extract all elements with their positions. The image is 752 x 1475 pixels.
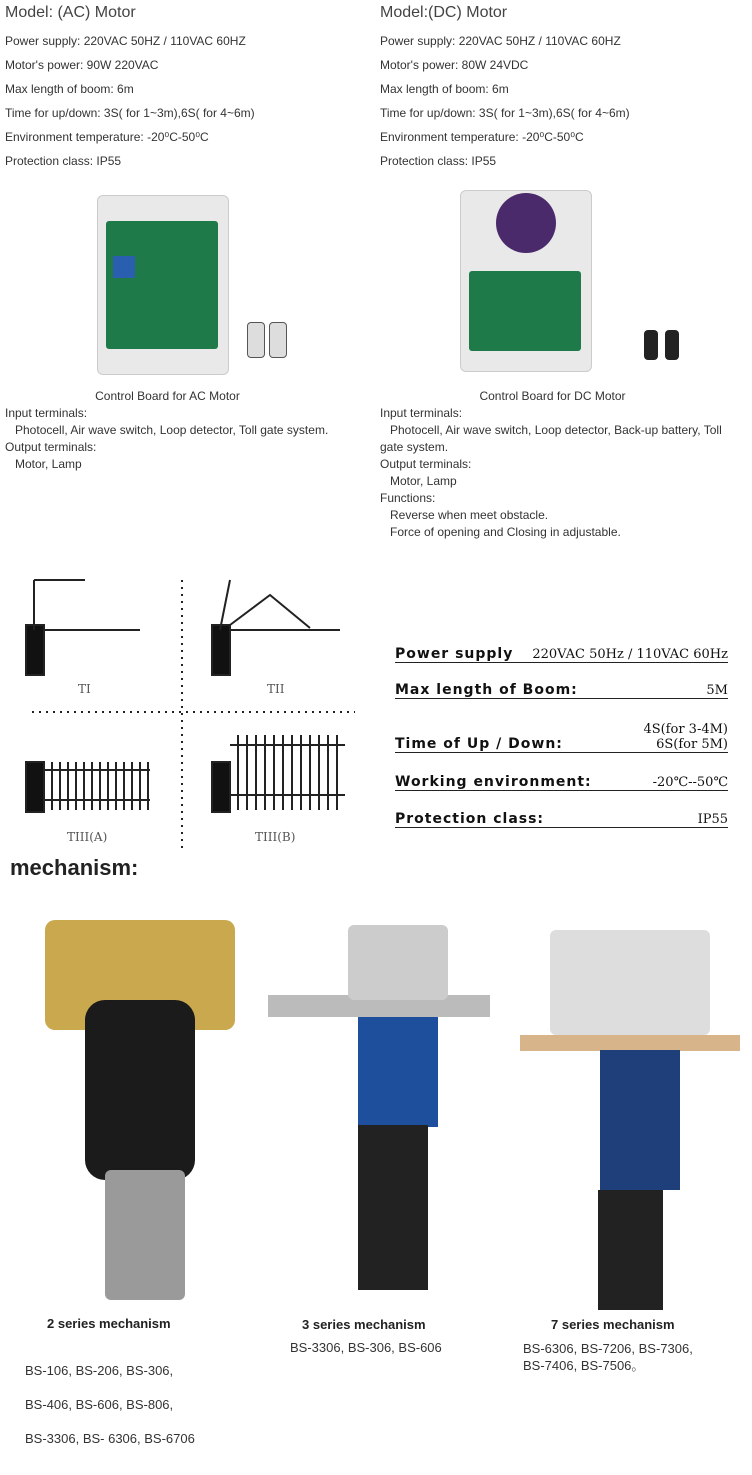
spec-line: Protection class: IP55 [5, 154, 122, 168]
spec-key: Power supply [395, 646, 514, 662]
spec-key: Protection class: [395, 811, 545, 827]
dc-board-caption: Control Board for DC Motor [479, 389, 626, 403]
spec-line: Motor's power: 90W 220VAC [5, 58, 159, 72]
dc-terminals [380, 405, 735, 541]
spec-value: -20℃--50℃ [652, 775, 728, 790]
spec-value: 220VAC 50Hz / 110VAC 60Hz [532, 647, 728, 662]
spec-row [395, 714, 728, 753]
diagram-label: TIII(B) [255, 830, 296, 844]
ac-board-caption: Control Board for AC Motor [95, 389, 240, 403]
mechanism-caption: 2 series mechanism [47, 1316, 171, 1331]
text-line: Photocell, Air wave switch, Loop detector, Back-up battery, Toll gate system. [380, 423, 722, 454]
diagram-label: TII [267, 682, 285, 696]
mechanism-models [290, 1340, 442, 1355]
2-series-mechanism-image [15, 920, 250, 1305]
spec-line: Motor's power: 80W 24VDC [380, 58, 529, 72]
spec-line: Time for up/down: 3S( for 1~3m),6S( for 4~6m) [5, 106, 255, 120]
spec-line: Time for up/down: 3S( for 1~3m),6S( for 4~6m) [380, 106, 630, 120]
spec-line: Protection class: IP55 [380, 154, 497, 168]
model-line: BS-7406, BS-7506。 [523, 1358, 645, 1373]
remote-control-image [665, 330, 679, 360]
spec-value: 5M [706, 683, 728, 698]
dc-title: Model:(DC) Motor [380, 4, 508, 21]
remote-control-image [247, 322, 265, 358]
model-line: BS-106, BS-206, BS-306, [25, 1363, 174, 1378]
spec-key: Max length of Boom: [395, 682, 578, 698]
text-line: Force of opening and Closing in adjustable. [380, 525, 621, 539]
ac-title: Model: (AC) Motor [5, 4, 136, 21]
dc-specs [380, 34, 630, 178]
model-line: BS-3306, BS-306, BS-606 [290, 1340, 442, 1355]
remote-control-image [269, 322, 287, 358]
text-line: Output terminals: [5, 440, 97, 454]
model-line: BS-406, BS-606, BS-806, [25, 1397, 174, 1412]
mechanism-models [523, 1340, 693, 1374]
mechanism-caption: 3 series mechanism [302, 1317, 426, 1332]
model-line: BS-6306, BS-7206, BS-7306, [523, 1341, 693, 1356]
text-line: Motor, Lamp [380, 474, 457, 488]
spec-row [395, 805, 728, 828]
mechanism-caption: 7 series mechanism [551, 1317, 675, 1332]
3-series-mechanism-image [268, 925, 490, 1295]
spec-row [395, 640, 728, 663]
mechanism-models [25, 1354, 195, 1456]
spec-line: Max length of boom: 6m [5, 82, 134, 96]
spec-key: Working environment: [395, 774, 592, 790]
text-line: Photocell, Air wave switch, Loop detector, Toll gate system. [5, 423, 329, 437]
spec-value: 4S(for 3-4M) [643, 722, 728, 737]
model-line: BS-3306, BS- 6306, BS-6706 [25, 1431, 195, 1446]
ac-specs [5, 34, 255, 178]
barrier-types-diagram [0, 570, 370, 860]
text-line: Input terminals: [380, 406, 463, 420]
text-line: Output terminals: [380, 457, 472, 471]
spec-line: Environment temperature: -20⁰C-50⁰C [380, 130, 584, 144]
spec-row [395, 676, 728, 699]
diagram-label: TI [78, 682, 91, 696]
spec-value: IP55 [697, 812, 728, 827]
remote-control-image [644, 330, 658, 360]
spec-key: Time of Up / Down: [395, 736, 563, 752]
ac-control-board-image [97, 195, 229, 375]
7-series-mechanism-image [520, 930, 740, 1310]
spec-row [395, 768, 728, 791]
text-line: Input terminals: [5, 406, 88, 420]
spec-line: Max length of boom: 6m [380, 82, 509, 96]
mechanism-heading: mechanism: [10, 855, 139, 880]
spec-value: 6S(for 5M) [656, 737, 728, 752]
text-line: Motor, Lamp [5, 457, 82, 471]
ac-terminals [5, 405, 370, 473]
spec-line: Power supply: 220VAC 50HZ / 110VAC 60HZ [5, 34, 246, 48]
diagram-label: TIII(A) [67, 830, 108, 844]
spec-line: Power supply: 220VAC 50HZ / 110VAC 60HZ [380, 34, 621, 48]
text-line: Functions: [380, 491, 436, 505]
text-line: Reverse when meet obstacle. [380, 508, 549, 522]
dc-control-board-image [460, 190, 592, 372]
spec-line: Environment temperature: -20⁰C-50⁰C [5, 130, 209, 144]
